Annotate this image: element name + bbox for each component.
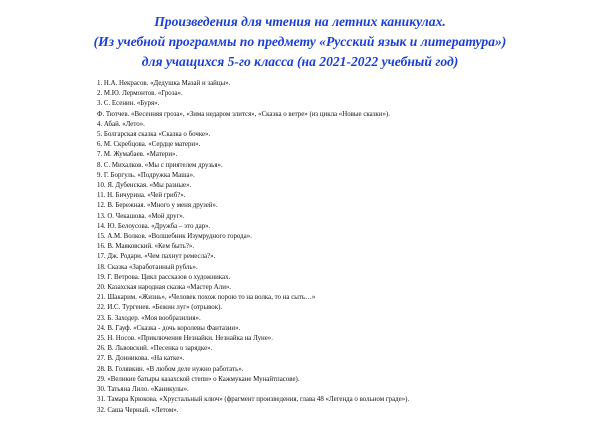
list-item: 8. С. Михалков. «Мы с приятелем друзья».: [97, 161, 223, 169]
title-line-2: (Из учебной программы по предмету «Русский язык и литература»): [93, 34, 507, 49]
list-item: 3. С. Есенин. «Буря».: [97, 100, 160, 108]
list-item: 1. Н.А. Некрасов. «Дедушка Мазай и зайцы».: [97, 80, 231, 87]
list-item: 28. В. Голявкин. «В любом деле нужно работать».: [97, 365, 244, 373]
list-item: 10. Я. Дубенская. «Мы разные».: [97, 182, 192, 190]
list-item: 16. В. Маяковский. «Кем быть?».: [97, 243, 195, 251]
list-item: 22. И.С. Тургенев. «Бежин луг» (отрывок).: [97, 304, 223, 312]
list-item: 26. В. Львовский. «Песенка о зарядке».: [97, 345, 213, 353]
list-item: 7. М. Жумабаев. «Матери».: [97, 151, 178, 159]
list-item: 20. Казахская народная сказка «Мастер Али».: [97, 284, 232, 292]
list-item: Ф. Тютчев. «Весенняя гроза», «Зима недаром злится», «Сказка о ветре» (из цикла «Новые сказки»).: [97, 110, 390, 118]
list-item: 30. Татьяна Лилo. «Каникулы».: [97, 386, 189, 394]
list-item: 15. А.М. Волков. «Волшебник Изумрудного города».: [97, 233, 252, 241]
title-line-1: Произведения для чтения на летних каникулах.: [154, 14, 446, 29]
list-item: 2. М.Ю. Лермонтов. «Гроза».: [97, 90, 183, 98]
list-item: 5. Болгарская сказка «Сказка о бочке».: [97, 131, 211, 139]
list-item: 12. В. Бережная. «Много у меня друзей».: [97, 202, 218, 210]
list-item: 4. Абай. «Лето».: [97, 120, 145, 128]
list-item: 21. Шакарим. «Жизнь», «Человек похож порою то на волка, то на сыть…»: [97, 294, 316, 302]
list-item: 11. Н. Бичурина. «Чей гриб?».: [97, 192, 186, 200]
list-item: 31. Тамара Крюкова. «Хрустальный ключ» (фрагмент произведения, глава 48 «Легенда о вольном граде»).: [97, 396, 410, 404]
list-item: 25. Н. Носов. «Приключения Незнайки. Незнайка на Луне».: [97, 335, 273, 343]
list-item: 14. Ю. Белоусова. «Дружба – это дар».: [97, 222, 211, 230]
list-item: 24. В. Гауф. «Сказка - дочь королевы Фантазии».: [97, 324, 241, 332]
list-item: 23. Б. Заходер. «Моя вообразилия».: [97, 314, 201, 322]
list-item: 13. О. Чекашова. «Мой друг».: [97, 212, 185, 220]
list-item: 32. Саша Черный. «Летом».: [97, 406, 179, 414]
list-item: 18. Сказка «Заработанный рубль».: [97, 263, 198, 271]
document-title: [40, 12, 560, 72]
list-item: 19. Г. Ветрова. Цикл рассказов о художниках.: [97, 273, 231, 281]
list-item: 9. Г. Боргуль. «Подружка Маша».: [97, 171, 195, 179]
title-line-3: для учащихся 5-го класса (на 2021-2022 учебный год): [141, 54, 459, 69]
list-item: 17. Дж. Родари. «Чем пахнут ремесла?».: [97, 253, 216, 261]
list-item: 29. «Великие батыры казахской степи» о Кажмукане Мунайтпасове).: [97, 375, 300, 383]
reading-list: [97, 79, 417, 416]
list-item: 6. М. Скребцова. «Сердце матери».: [97, 141, 201, 149]
list-item: 27. В. Донникова. «На катке».: [97, 355, 185, 363]
